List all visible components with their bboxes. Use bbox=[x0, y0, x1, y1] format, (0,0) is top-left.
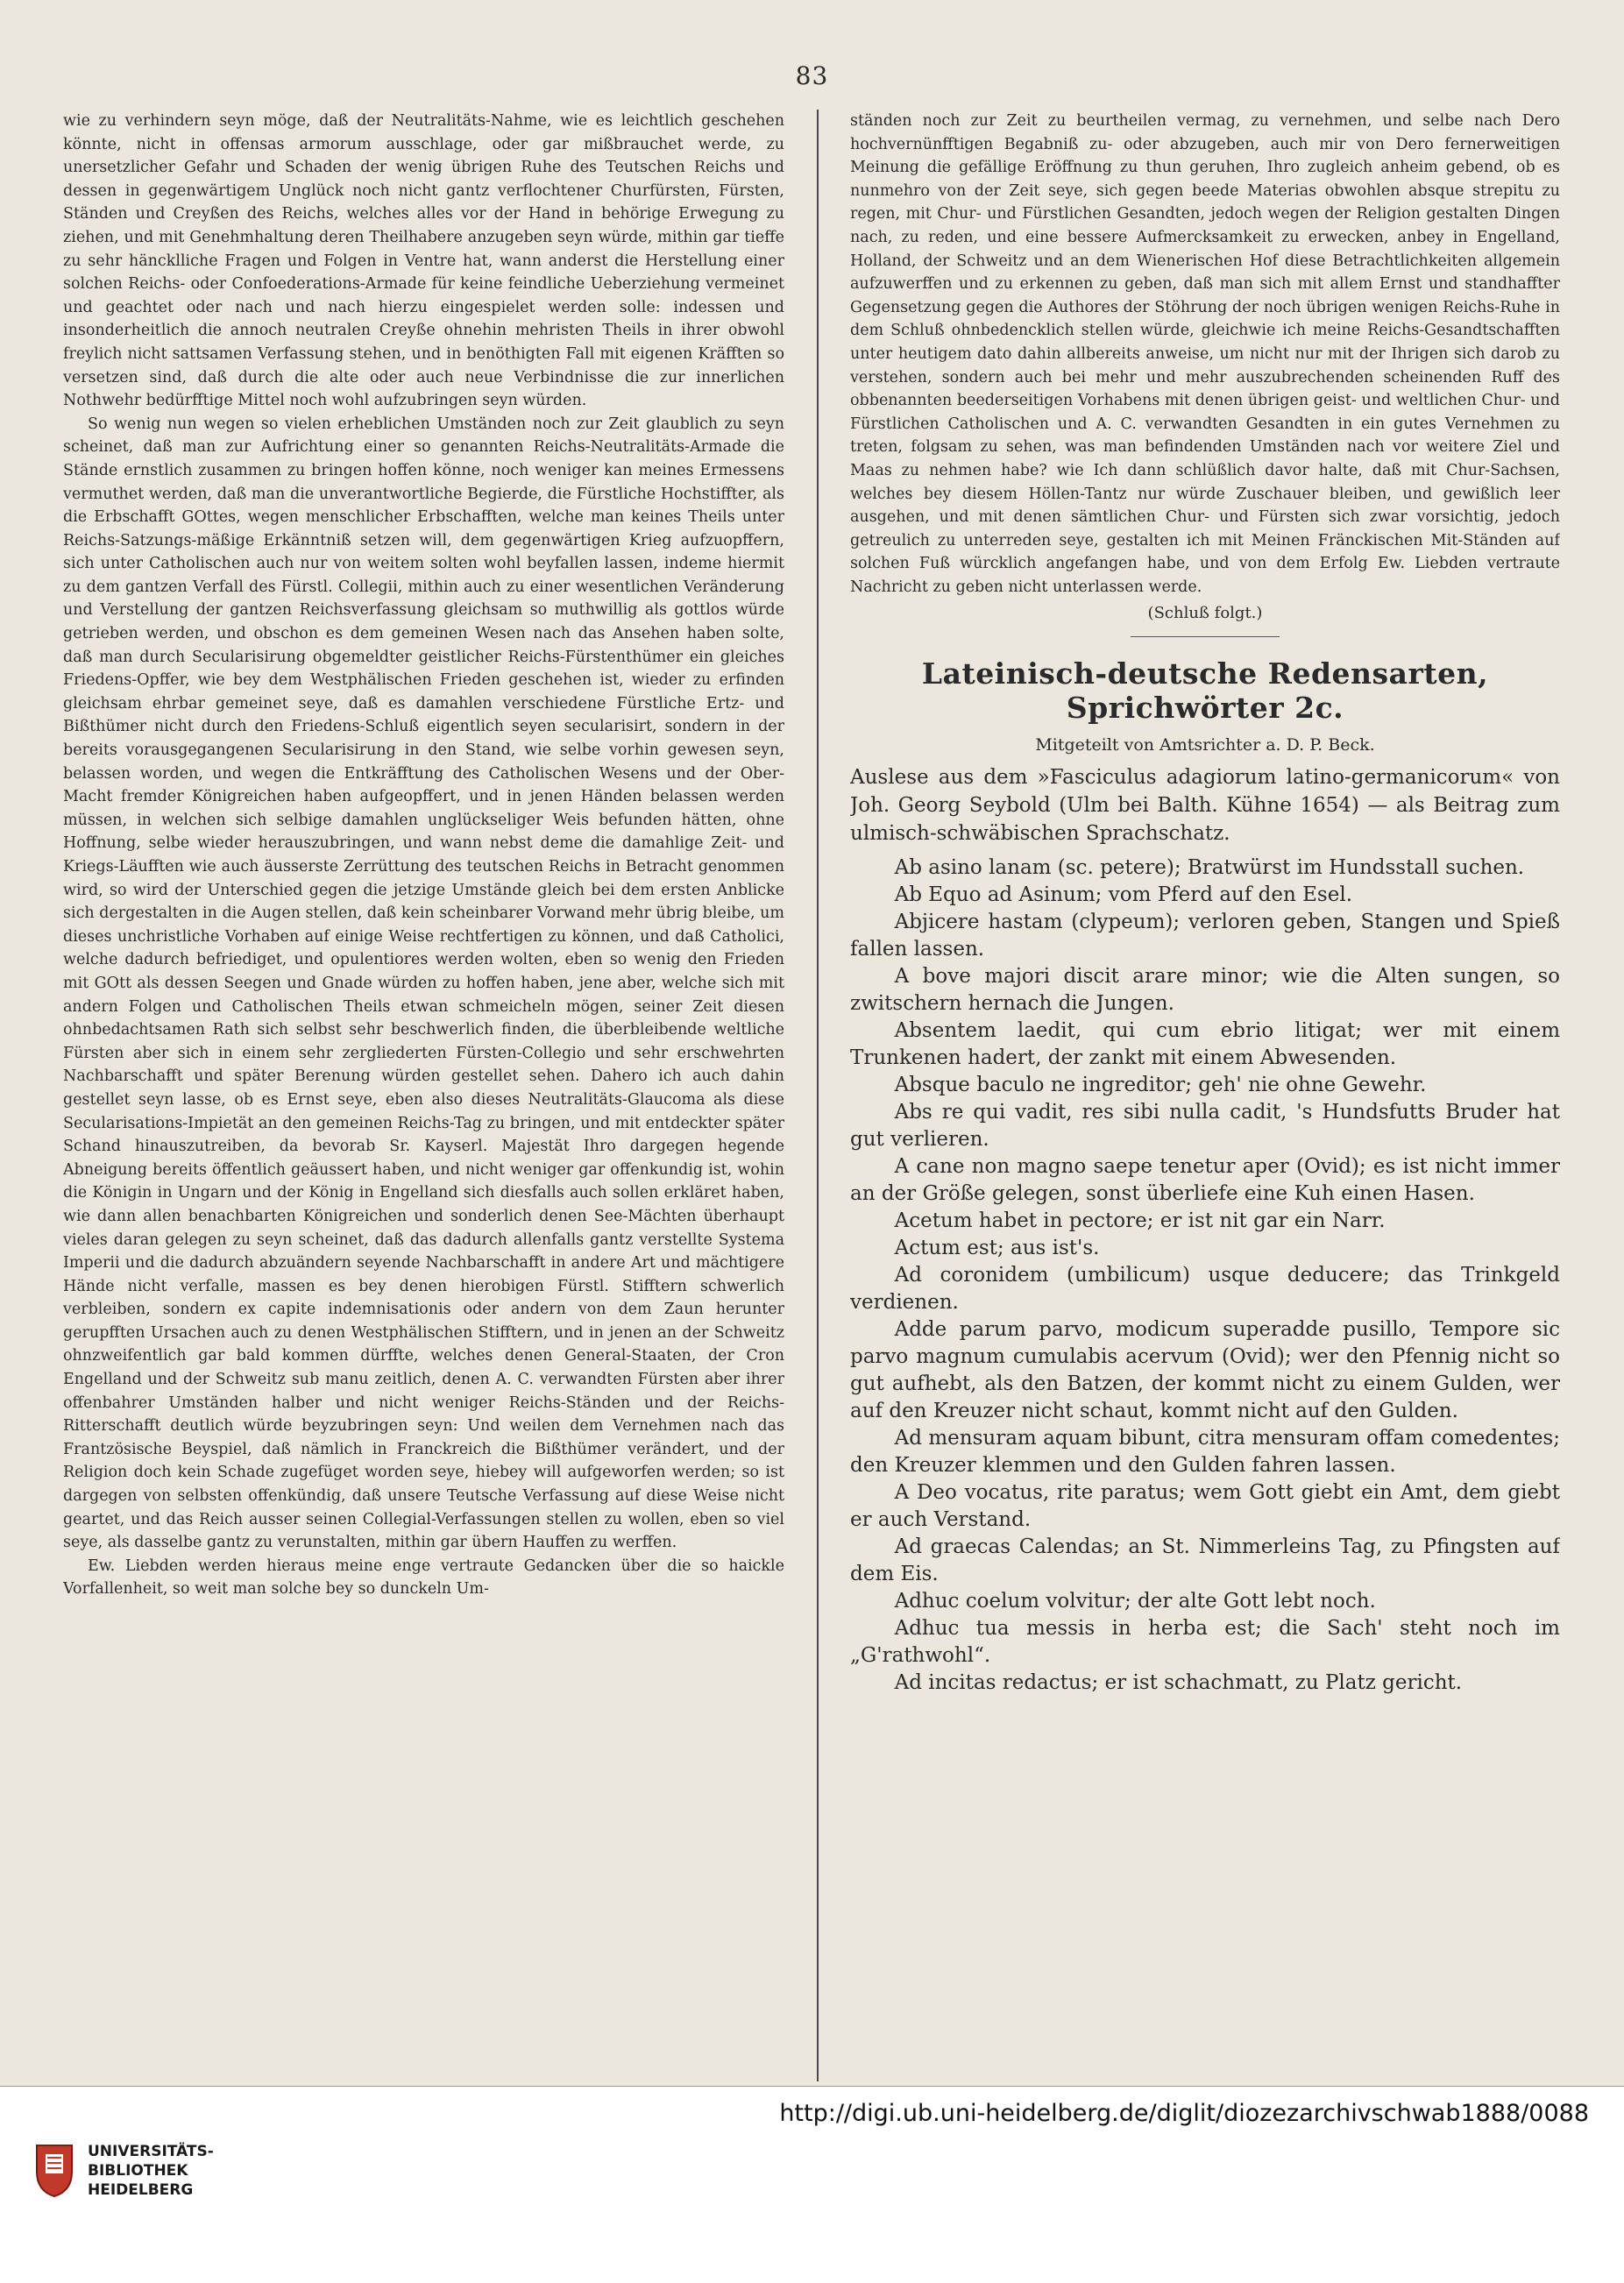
proverb-entry: Ad graecas Calendas; an St. Nimmerleins Tag, zu Pfingsten auf dem Eis. bbox=[850, 1535, 1560, 1586]
heidelberg-seal-icon bbox=[32, 2138, 77, 2200]
library-name-line: UNIVERSITÄTS- bbox=[88, 2143, 214, 2160]
proverb-entry: A bove majori discit arare minor; wie die Alten sungen, so zwitschern hernach die Jungen. bbox=[850, 965, 1560, 1016]
library-name-line: BIBLIOTHEK bbox=[88, 2162, 188, 2180]
footer-rule bbox=[0, 2086, 1624, 2087]
section-author: Mitgeteilt von Amtsrichter a. D. P. Beck. bbox=[1035, 735, 1375, 755]
paragraph: So wenig nun wegen so vielen erheblichen Umständen noch zur Zeit glaublich zu seyn scheinet, daß man zur Aufrichtung einer so genannten Reichs-Neutralitäts-Armade die Stände ernstlich zusammen zu bringen hoffen könne, noch weniger kan meines Ermessens vermuthet werden, daß man die unverantwortliche Begierde, die Fürstliche Hochstiffter, als die Erbschafft GOttes, wegen menschlicher Erbschafften, welche man keines Theils unter Reichs-Satzungs-mäßige Erkänntniß setzen will, dem gegenwärtigen Krieg aufzuopffern, sich unter Catholischen auch nur von weitem solten wohl beyfallen lassen, indeme hiermit zu dem gantzen Verfall des Fürstl. Collegii, mithin auch zu einer wesentlichen Veränderung und Verstellung der gantzen Reichsverfassung gleichsam so muthwillig als gottlos würde getrieben werden, und obschon es dem gemeinen Wesen nach das Ansehen haben solte, daß man durch Secularisirung obgemeldter geistlicher Reichs-Fürstenthümer ein gleiches Friedens-Opffer, wie bey dem Westphälischen Frieden geschehen ist, wieder zu erfinden gleichsam ehrbar gemeinet seye, daß es damahlen verschiedene Fürstliche Ertz- und Bißthümer nicht durch den Friedens-Schluß eigentlich seyen secularisirt, sondern in der bereits vorausgegangenen Secularisirung in den Stand, wie selbe vorhin gewesen seyn, belassen worden, und wegen die Entkräfftung des Catholischen Wesens und der Ober-Macht fremder Königreichen haben aufgeopffert, und in jenen Händen belassen werden müssen, in welchen sich selbige damahlen unglückseliger Weis befunden hätten, ohne Hoffnung, selbe wieder herauszubringen, und wann nebst deme die damahlige Zeit- und Kriegs-Läufften wie auch äusserste Zerrüttung des teutschen Reichs in Betracht genommen wird, so wird der Unterschied gegen die jetzige Umstände gleich bei dem ersten Anblicke sich dergestalten in die Augen stellen, daß kein scheinbarer Vorwand mehr übrig bleibe, um dieses unchristliche Vorhaben auf einige Weise rechtfertigen zu können, und daß Catholici, welche dadurch befriediget, und opulentiores werden wolten, eben so wenig den Frieden mit GOtt als dessen Seegen und Gnade würden zu hoffen haben, jene aber, welche sich mit andern Folgen und Catholischen Theils etwan schmeicheln mögen, seiner Zeit diesen ohnbedachtsamen Rath sich selbst sehr beschwerlich finden, die überbleibende weltliche Fürsten aber sich in einem sehr zergliederten Fürsten-Collegio und sehr erschwehrten Nachbarschafft und später Berenung würden gestellet sehen. Dahero ich auch dahin gestellet seyn lasse, ob es Ernst seye, eben also dieses Neutralitäts-Glaucoma als diese Secularisations-Impietät an den gemeinen Reichs-Tag zu bringen, und mit entdeckter später Schand hinauszutreiben, da bevorab Sr. Kayserl. Majestät Ihro dargegen hegende Abneigung bereits öffentlich geäussert haben, und nicht weniger gar offenkundig ist, wohin die Königin in Ungarn und der König in Engelland sich diesfalls auch sollen erkläret haben, wie dann allen benachbarten Königreichen und sonderlich denen See-Mächten überhaupt vieles daran gelegen zu seyn scheinet, daß das dadurch allenfalls gantz verstellte Systema Imperii und die dadurch abzuändern seyende Nachbarschafft in andere Art und mächtigere Hände nicht verfalle, massen es bey denen hierobigen Fürstl. Stifftern schwerlich verbleiben, sondern ex capite indemnisationis oder andern von dem Zaun herunter gerupfften Ursachen auch zu denen Westphälischen Stifftern, und in jenen an der Schweitz ohnzweifentlich gar bald kommen dürffte, welches denen General-Staaten, der Cron Engelland und der Schweitz sub manu zeitlich, denen A. C. verwandten Fürsten aber ihrer offenbahrer Umständen halber und nicht weniger Reichs-Ständen und der Reichs-Ritterschafft deutlich würde beyzubringen seyn: Und weilen dem Vernehmen nach das Frantzösische Beyspiel, daß nämlich in Franckreich die Bißthümer verändert, und der Religion doch kein Schade zugefüget worden seye, hiebey will aufgeworfen werden; so ist dargegen von selbsten offenkündig, daß unsere Teutsche Verfassung auf diese Weise nicht geartet, und das Reich ausser seinen Collegial-Verfassungen stellen zu wollen, eben so viel seye, als dasselbe gantz zu verunstalten, mithin gar übern Hauffen zu werffen. bbox=[63, 415, 784, 1552]
proverb-entry: Adhuc tua messis in herba est; die Sach' steht noch im „G'rathwohl“. bbox=[850, 1617, 1560, 1668]
proverb-entry: Ab asino lanam (sc. petere); Bratwürst im Hundsstall suchen. bbox=[894, 856, 1525, 880]
paragraph: ständen noch zur Zeit zu beurtheilen vermag, zu vernehmen, und selbe nach Dero hochvernünfftigen Begabniß zu- oder abzugeben, auch mir von Dero fernerweitigen Meinung die gefällige Eröffnung zu thun geruhen, Ihro zugleich anheim gebend, ob es nunmehro von der Zeit seye, sich gegen beede Materias obwohlen absque strepitu zu regen, mit Chur- und Fürstlichen Gesandten, jedoch wegen der Religion gestalten Dingen nach, zu reden, und eine bessere Aufmercksamkeit zu erwecken, anbey in Engelland, Holland, der Schweitz und an dem Wienerischen Hof diese Betrachtlichkeiten allgemein aufzuwerffen und zu erkennen zu geben, daß man sich mit allem Ernst und standhaffter Gegensetzung gegen die Authores der Stöhrung der noch übrigen wenigen Reichs-Ruhe in dem Schluß ohnbedencklich stellen würde, gleichwie ich meine Reichs-Gesandtschafften unter heutigem dato dahin allbereits anweise, um nicht nur mit der Ihrigen sich darob zu verstehen, sondern auch bei mehr und mehr auszubrechenden scheinenden Ruff des obbenannten beederseitigen Vorhabens mit denen übrigen geist- und weltlichen Chur- und Fürstlichen Catholischen und A. C. verwandten Gesandten in ein gutes Vernehmen zu treten, folgsam zu sehen, was man befindenden Umständen nach vor weitere Ziel und Maas zu nehmen habe? wie Ich dann schlüßlich davor halte, daß mit Chur-Sachsen, welches bey diesem Höllen-Tantz nur würde Zuschauer bleiben, und gewißlich leer ausgehen, und mit denen sämtlichen Chur- und Fürsten sich zwar vorsichtig, jedoch getreulich zu unterreden seye, gestalten ich mit Meinen Fränckischen Mit-Ständen auf solchen Fuß würcklich angefangen habe, und von dem Erfolg Ew. Liebden vertraute Nachricht zu geben nicht unterlassen werde. bbox=[850, 112, 1560, 596]
left-column bbox=[63, 110, 784, 2077]
proverb-entry: Ad coronidem (umbilicum) usque deducere; das Trinkgeld verdienen. bbox=[850, 1264, 1560, 1315]
separator bbox=[1131, 636, 1280, 637]
proverb-entry: Abjicere hastam (clypeum); verloren geben, Stangen und Spieß fallen lassen. bbox=[850, 911, 1560, 961]
right-column bbox=[850, 110, 1560, 2077]
proverb-entry: A cane non magno saepe tenetur aper (Ovid); es ist nicht immer an der Größe gelegen, sonst überliefe eine Kuh einen Hasen. bbox=[850, 1155, 1560, 1206]
proverb-entry: Absentem laedit, qui cum ebrio litigat; wer mit einem Trunkenen hadert, der zankt mit einem Abwesenden. bbox=[850, 1019, 1560, 1070]
section-intro: Auslese aus dem »Fasciculus adagiorum latino-germanicorum« von Joh. Georg Seybold (Ulm bei Balth. Kühne 1654) — als Beitrag zum ulmisch-schwäbischen Sprachschatz. bbox=[850, 766, 1560, 846]
proverb-entry: Ad incitas redactus; er ist schachmatt, zu Platz gericht. bbox=[894, 1671, 1463, 1695]
proverb-entry: Abs re qui vadit, res sibi nulla cadit, 's Hundsfutts Bruder hat gut verlieren. bbox=[850, 1101, 1560, 1152]
proverb-entry: Ad mensuram aquam bibunt, citra mensuram offam comedentes; den Kreuzer klemmen und den Gulden fahren lassen. bbox=[850, 1427, 1560, 1478]
library-name-line: HEIDELBERG bbox=[88, 2181, 194, 2199]
proverb-entry: Acetum habet in pectore; er ist nit gar ein Narr. bbox=[894, 1209, 1386, 1233]
paragraph: Ew. Liebden werden hieraus meine enge vertraute Gedancken über die so haickle Vorfallenheit, so weit man solche bey so dunckeln Um- bbox=[63, 1556, 784, 1599]
proverb-entry: Adde parum parvo, modicum superadde pusillo, Tempore sic parvo magnum cumulabis acervum (Ovid); wer den Pfennig nicht so gut aufhebt, als den Batzen, der kommt nicht zu einem Gulden, wer auf den Kreuzer nicht schaut, kommt nicht auf den Gulden. bbox=[850, 1318, 1560, 1423]
column-rule bbox=[817, 110, 819, 2081]
proverb-entry: Ab Equo ad Asinum; vom Pferd auf den Esel. bbox=[894, 883, 1353, 907]
proverb-entry: Absque baculo ne ingreditor; geh' nie ohne Gewehr. bbox=[894, 1074, 1427, 1097]
proverb-entry: Adhuc coelum volvitur; der alte Gott lebt noch. bbox=[894, 1590, 1376, 1613]
proverb-entry: A Deo vocatus, rite paratus; wem Gott giebt ein Amt, dem giebt er auch Verstand. bbox=[850, 1481, 1560, 1532]
proverb-entry: Actum est; aus ist's. bbox=[894, 1237, 1100, 1260]
proverb-list bbox=[850, 854, 1560, 1697]
paragraph: wie zu verhindern seyn möge, daß der Neutralitäts-Nahme, wie es leichtlich geschehen könnte, nicht in offensas armorum ausschlage, oder gar mißbrauchet werde, zu unersetzlicher Gefahr und Schaden der wenig übrigen Ruhe des Teutschen Reichs und dessen in gegenwärtigem Unglück noch nicht gantz verflochtener Churfürsten, Fürsten, Ständen und Creyßen des Reichs, welches alles vor der Hand in behörige Erwegung zu ziehen, und mit Genehmhaltung deren Theilhabere anzugeben seyn würde, mithin gar tieffe zu sehr häncklliche Fragen und Folgen in Ventre hat, wann anderst die Herstellung einer solchen Reichs- oder Confoederations-Armade für keine feindliche Ueberziehung vermeinet und geachtet oder nach und nach hierzu eingespielet werden solle: indessen und insonderheitlich die annoch neutralen Creyße ohnehin mehristen Theils in ihrer obwohl freylich nicht sattsamen Verfassung stehen, und in benöthigten Fall mit eigenen Kräfften so versetzen sind, daß durch die alte oder auch neue Verbindnisse die zur innerlichen Nothwehr bedürfftige Mittel noch wohl aufzubringen seyn würden. bbox=[63, 112, 784, 410]
section-title: Lateinisch-deutsche Redensarten, Sprichwörter 2c. bbox=[921, 656, 1489, 726]
source-url[interactable]: http://digi.ub.uni-heidelberg.de/diglit/diozezarchivschwab1888/0088 bbox=[779, 2100, 1589, 2127]
page-number: 83 bbox=[795, 61, 829, 90]
to-be-continued: (Schluß folgt.) bbox=[1147, 604, 1263, 623]
library-name bbox=[88, 2142, 214, 2200]
